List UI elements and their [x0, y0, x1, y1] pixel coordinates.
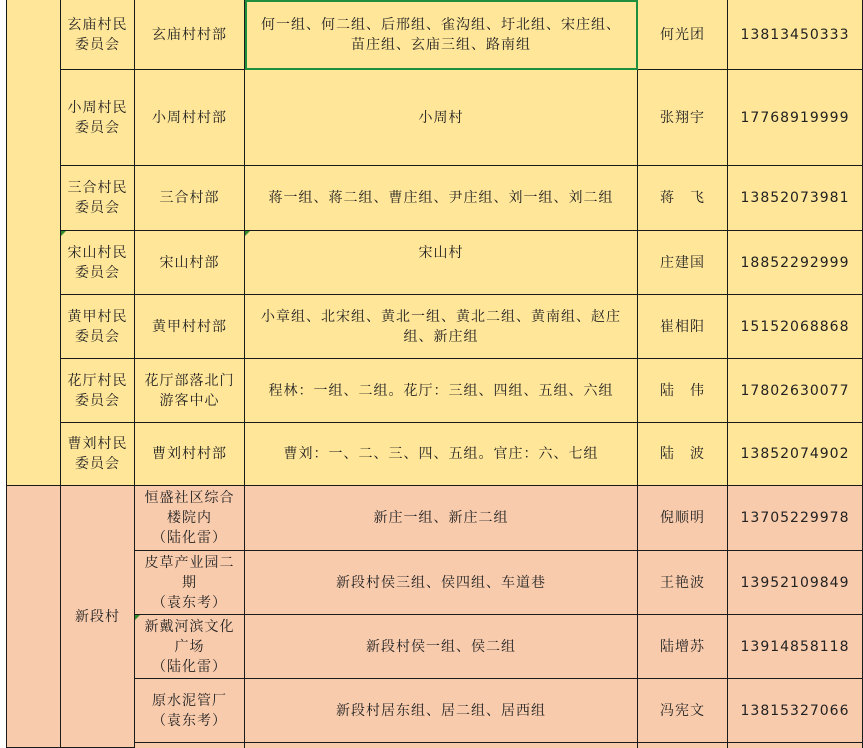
phone-cell[interactable]: 15152068868 — [728, 295, 863, 359]
groups-cell[interactable]: 曹刘：一、二、三、四、五组。官庄：六、七组 — [245, 423, 638, 486]
phone-cell[interactable]: 13952109849 — [728, 551, 863, 615]
groups-cell[interactable]: 新段村侯一组、侯二组 — [245, 615, 638, 679]
merged-section-cell-yellow[interactable] — [7, 0, 61, 486]
contact-cell[interactable]: 倪顺明 — [638, 486, 728, 551]
committee-cell-xinduan[interactable]: 新段村 — [61, 486, 135, 748]
committee-cell[interactable]: 三合村民 委员会 — [61, 166, 135, 231]
contact-cell[interactable]: 庄建国 — [638, 231, 728, 295]
location-cell[interactable]: 花厅部落北门 游客中心 — [135, 359, 245, 423]
phone-cell[interactable]: 13815327066 — [728, 679, 863, 743]
location-cell[interactable]: 宋山村部 — [135, 231, 245, 295]
phone-cell[interactable]: 13914858118 — [728, 615, 863, 679]
merged-section-cell-orange[interactable] — [7, 486, 61, 748]
contact-cell[interactable]: 陆 波 — [638, 423, 728, 486]
contact-cell[interactable]: 何光团 — [638, 0, 728, 70]
groups-cell[interactable]: 小章组、北宋组、黄北一组、黄北二组、黄南组、赵庄 组、新庄组 — [245, 295, 638, 359]
phone-cell[interactable]: 13852073981 — [728, 166, 863, 231]
location-cell[interactable]: 新戴河滨文化 广场 （陆化雷） — [135, 615, 245, 679]
location-cell[interactable]: 皮草产业园二 期 （袁东考） — [135, 551, 245, 615]
groups-cell[interactable]: 新段村居东组、居二组、居西组 — [245, 679, 638, 743]
groups-cell[interactable]: 蒋一组、蒋二组、曹庄组、尹庄组、刘一组、刘二组 — [245, 166, 638, 231]
phone-cell[interactable]: 18852292999 — [728, 231, 863, 295]
groups-cell[interactable]: 小周村 — [245, 70, 638, 166]
groups-cell[interactable]: 程林：一组、二组。花厅：三组、四组、五组、六组 — [245, 359, 638, 423]
phone-cell[interactable]: 17802630077 — [728, 359, 863, 423]
location-cell[interactable]: 曹刘村村部 — [135, 423, 245, 486]
groups-cell[interactable]: 新庄一组、新庄二组 — [245, 486, 638, 551]
committee-cell[interactable]: 曹刘村民 委员会 — [61, 423, 135, 486]
location-cell[interactable]: 原水泥管厂 （袁东考） — [135, 679, 245, 743]
contact-cell[interactable]: 陆增苏 — [638, 615, 728, 679]
groups-cell[interactable]: 新段村侯三组、侯四组、车道巷 — [245, 551, 638, 615]
phone-cell[interactable]: 13852074902 — [728, 423, 863, 486]
groups-cell[interactable]: 宋山村 — [245, 231, 638, 295]
contact-cell[interactable]: 陆 伟 — [638, 359, 728, 423]
next-row-cell[interactable] — [135, 743, 245, 748]
location-cell[interactable]: 玄庙村村部 — [135, 0, 245, 70]
contact-cell[interactable]: 冯宪文 — [638, 679, 728, 743]
committee-cell[interactable]: 花厅村民 委员会 — [61, 359, 135, 423]
location-cell[interactable]: 黄甲村村部 — [135, 295, 245, 359]
next-row-cell[interactable] — [728, 743, 863, 748]
committee-cell[interactable]: 玄庙村民 委员会 — [61, 0, 135, 70]
groups-cell[interactable]: 何一组、何二组、后邢组、雀沟组、圩北组、宋庄组、 苗庄组、玄庙三组、路南组 — [245, 0, 638, 70]
location-cell[interactable]: 恒盛社区综合 楼院内 （陆化雷） — [135, 486, 245, 551]
phone-cell[interactable]: 13705229978 — [728, 486, 863, 551]
committee-cell[interactable]: 小周村民 委员会 — [61, 70, 135, 166]
contact-cell[interactable]: 张翔宇 — [638, 70, 728, 166]
location-cell[interactable]: 三合村部 — [135, 166, 245, 231]
location-cell[interactable]: 小周村村部 — [135, 70, 245, 166]
phone-cell[interactable]: 17768919999 — [728, 70, 863, 166]
committee-cell[interactable]: 宋山村民 委员会 — [61, 231, 135, 295]
contact-cell[interactable]: 王艳波 — [638, 551, 728, 615]
committee-cell[interactable]: 黄甲村民 委员会 — [61, 295, 135, 359]
phone-cell[interactable]: 13813450333 — [728, 0, 863, 70]
next-row-cell[interactable] — [245, 743, 638, 748]
contact-cell[interactable]: 崔相阳 — [638, 295, 728, 359]
next-row-cell[interactable] — [638, 743, 728, 748]
contact-cell[interactable]: 蒋 飞 — [638, 166, 728, 231]
